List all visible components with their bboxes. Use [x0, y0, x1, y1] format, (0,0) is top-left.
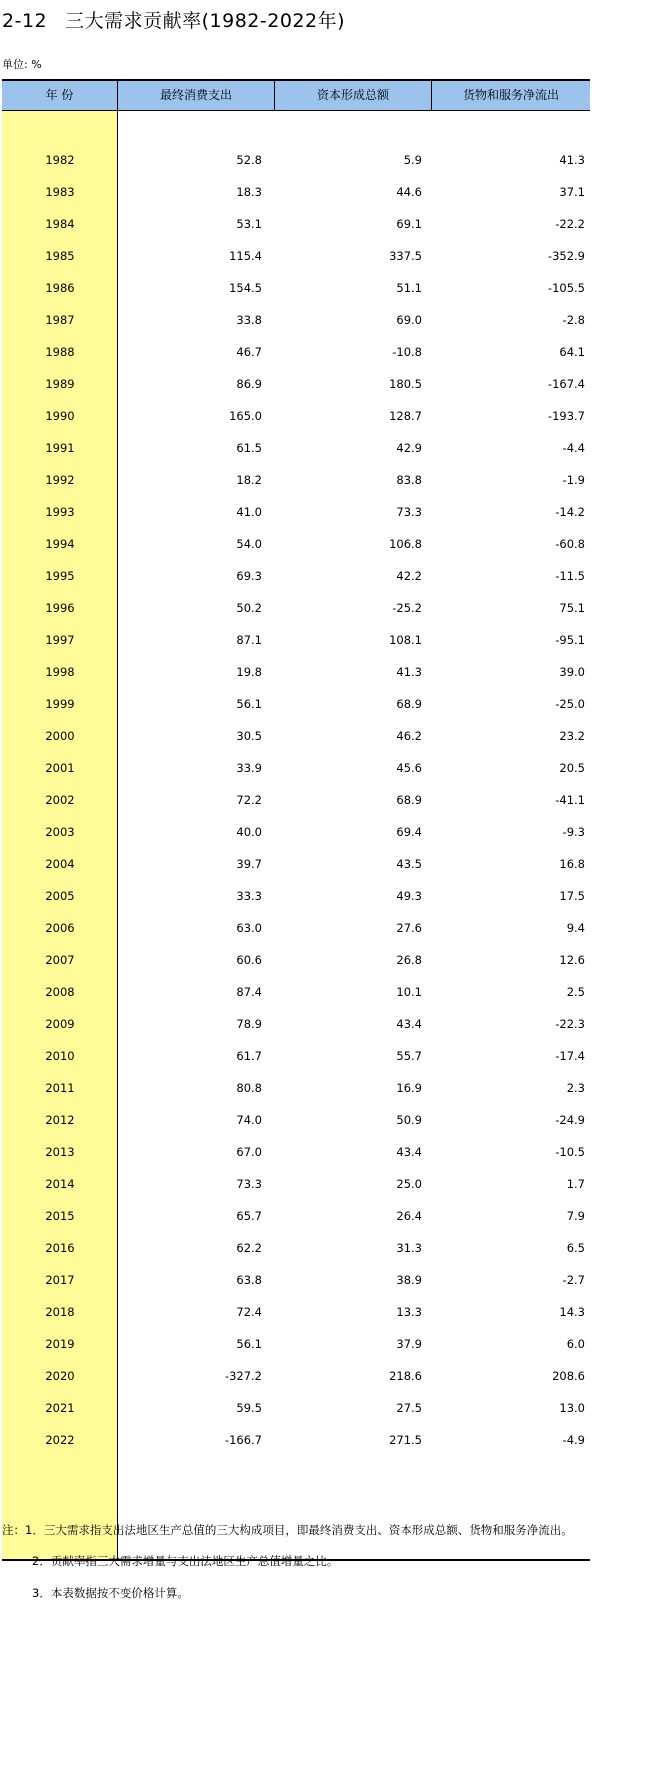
- year-cell: 1984: [45, 217, 75, 231]
- table-row: [2, 463, 590, 495]
- net-exports-cell: -22.3: [555, 1017, 585, 1031]
- consumption-cell: 74.0: [236, 1113, 262, 1127]
- year-cell: 1996: [45, 601, 75, 615]
- table-row: [2, 143, 590, 175]
- table-row: [2, 271, 590, 303]
- consumption-cell: 87.1: [236, 633, 262, 647]
- capital-cell: 13.3: [396, 1305, 422, 1319]
- capital-cell: 50.9: [396, 1113, 422, 1127]
- consumption-cell: 63.8: [236, 1273, 262, 1287]
- year-cell: 2020: [45, 1369, 75, 1383]
- year-cell: 1990: [45, 409, 75, 423]
- unit-label: 单位: %: [2, 58, 42, 71]
- year-cell: 1994: [45, 537, 75, 551]
- year-cell: 2006: [45, 921, 75, 935]
- net-exports-cell: -14.2: [555, 505, 585, 519]
- consumption-cell: -166.7: [224, 1433, 262, 1447]
- capital-cell: 68.9: [396, 793, 422, 807]
- consumption-cell: 19.8: [236, 665, 262, 679]
- year-cell: 2000: [45, 729, 75, 743]
- year-cell: 2012: [45, 1113, 75, 1127]
- consumption-cell: 115.4: [229, 249, 262, 263]
- consumption-cell: 69.3: [236, 569, 262, 583]
- table-row: [2, 719, 590, 751]
- table-row: [2, 175, 590, 207]
- year-cell: 1989: [45, 377, 75, 391]
- capital-cell: 27.6: [396, 921, 422, 935]
- table-row: [2, 1199, 590, 1231]
- note-1: 注：1．三大需求指支出法地区生产总值的三大构成项目，即最终消费支出、资本形成总额、货物和服务净流出。: [2, 1523, 573, 1537]
- capital-cell: 180.5: [389, 377, 422, 391]
- net-exports-cell: 1.7: [566, 1177, 585, 1191]
- table-row: [2, 335, 590, 367]
- consumption-cell: 61.5: [236, 441, 262, 455]
- capital-cell: 69.1: [396, 217, 422, 231]
- consumption-cell: 80.8: [236, 1081, 262, 1095]
- consumption-cell: 63.0: [236, 921, 262, 935]
- net-exports-cell: 208.6: [552, 1369, 585, 1383]
- header-year: 年 份: [2, 81, 118, 110]
- net-exports-cell: 64.1: [559, 345, 585, 359]
- table-row: [2, 367, 590, 399]
- net-exports-cell: 13.0: [559, 1401, 585, 1415]
- capital-cell: 271.5: [389, 1433, 422, 1447]
- year-cell: 1985: [45, 249, 75, 263]
- year-cell: 1998: [45, 665, 75, 679]
- table-row: [2, 591, 590, 623]
- table-row: [2, 239, 590, 271]
- capital-cell: 26.8: [396, 953, 422, 967]
- capital-cell: 38.9: [396, 1273, 422, 1287]
- consumption-cell: 72.4: [236, 1305, 262, 1319]
- table-row: [2, 1423, 590, 1455]
- header-net-exports: 货物和服务净流出: [462, 88, 559, 102]
- capital-cell: -25.2: [392, 601, 422, 615]
- net-exports-cell: -4.4: [562, 441, 585, 455]
- note-3: 3．本表数据按不变价格计算。: [32, 1586, 189, 1600]
- net-exports-cell: 17.5: [559, 889, 585, 903]
- table-row: [2, 1231, 590, 1263]
- net-exports-cell: 2.3: [566, 1081, 585, 1095]
- capital-cell: 68.9: [396, 697, 422, 711]
- capital-cell: 106.8: [389, 537, 422, 551]
- capital-cell: 49.3: [396, 889, 422, 903]
- consumption-cell: 62.2: [236, 1241, 262, 1255]
- consumption-cell: 73.3: [236, 1177, 262, 1191]
- table-row: [2, 1135, 590, 1167]
- table-row: [2, 879, 590, 911]
- year-cell: 1987: [45, 313, 75, 327]
- consumption-cell: 33.9: [236, 761, 262, 775]
- net-exports-cell: 12.6: [559, 953, 585, 967]
- net-exports-cell: -193.7: [547, 409, 585, 423]
- net-exports-cell: 75.1: [559, 601, 585, 615]
- table-row: [2, 847, 590, 879]
- table-row: [2, 975, 590, 1007]
- consumption-cell: 165.0: [229, 409, 262, 423]
- net-exports-cell: -60.8: [555, 537, 585, 551]
- table-row: [2, 1167, 590, 1199]
- consumption-cell: 39.7: [236, 857, 262, 871]
- net-exports-cell: 37.1: [559, 185, 585, 199]
- table-row: [2, 1327, 590, 1359]
- table-row: [2, 911, 590, 943]
- consumption-cell: 30.5: [236, 729, 262, 743]
- net-exports-cell: -17.4: [555, 1049, 585, 1063]
- capital-cell: 69.0: [396, 313, 422, 327]
- year-cell: 1982: [45, 153, 75, 167]
- table-row: [2, 751, 590, 783]
- year-cell: 1992: [45, 473, 75, 487]
- capital-cell: 16.9: [396, 1081, 422, 1095]
- year-cell: 2019: [45, 1337, 75, 1351]
- net-exports-cell: 7.9: [566, 1209, 585, 1223]
- consumption-cell: 50.2: [236, 601, 262, 615]
- capital-cell: 43.4: [396, 1017, 422, 1031]
- year-cell: 2018: [45, 1305, 75, 1319]
- year-cell: 1993: [45, 505, 75, 519]
- table-row: [2, 687, 590, 719]
- net-exports-cell: 16.8: [559, 857, 585, 871]
- capital-cell: 43.5: [396, 857, 422, 871]
- consumption-cell: 65.7: [236, 1209, 262, 1223]
- capital-cell: 26.4: [396, 1209, 422, 1223]
- consumption-cell: 46.7: [236, 345, 262, 359]
- capital-cell: 25.0: [396, 1177, 422, 1191]
- consumption-cell: 52.8: [236, 153, 262, 167]
- net-exports-cell: -41.1: [555, 793, 585, 807]
- net-exports-cell: 6.0: [566, 1337, 585, 1351]
- table-row: [2, 495, 590, 527]
- table-body: [2, 111, 590, 1455]
- capital-cell: 45.6: [396, 761, 422, 775]
- net-exports-cell: -167.4: [547, 377, 585, 391]
- net-exports-cell: -1.9: [562, 473, 585, 487]
- table-row: [2, 815, 590, 847]
- capital-cell: 44.6: [396, 185, 422, 199]
- net-exports-cell: -105.5: [547, 281, 585, 295]
- year-cell: 2009: [45, 1017, 75, 1031]
- net-exports-cell: -2.7: [562, 1273, 585, 1287]
- table-row: [2, 399, 590, 431]
- net-exports-cell: 41.3: [559, 153, 585, 167]
- header-capital: 资本形成总额: [275, 81, 432, 110]
- table-row: [2, 1071, 590, 1103]
- year-cell: 2021: [45, 1401, 75, 1415]
- consumption-cell: 154.5: [229, 281, 262, 295]
- table-row: [2, 527, 590, 559]
- capital-cell: 218.6: [389, 1369, 422, 1383]
- consumption-cell: 59.5: [236, 1401, 262, 1415]
- capital-cell: 42.9: [396, 441, 422, 455]
- table-header: [2, 81, 590, 111]
- capital-cell: 41.3: [396, 665, 422, 679]
- table-row: [2, 783, 590, 815]
- table-row: [2, 1007, 590, 1039]
- year-cell: 1983: [45, 185, 75, 199]
- net-exports-cell: 2.5: [566, 985, 585, 999]
- net-exports-cell: -10.5: [555, 1145, 585, 1159]
- net-exports-cell: -11.5: [555, 569, 585, 583]
- consumption-cell: 67.0: [236, 1145, 262, 1159]
- capital-cell: 10.1: [396, 985, 422, 999]
- year-cell: 2011: [45, 1081, 75, 1095]
- capital-cell: 5.9: [403, 153, 422, 167]
- table-row: [2, 1391, 590, 1423]
- year-cell: 1988: [45, 345, 75, 359]
- year-cell: 2004: [45, 857, 75, 871]
- table-row: [2, 1263, 590, 1295]
- year-cell: 2001: [45, 761, 75, 775]
- year-cell: 2005: [45, 889, 75, 903]
- header-consumption: 最终消费支出: [118, 81, 275, 110]
- capital-cell: 337.5: [389, 249, 422, 263]
- capital-cell: -10.8: [392, 345, 422, 359]
- table-row: [2, 303, 590, 335]
- capital-cell: 31.3: [396, 1241, 422, 1255]
- note-2: 2．贡献率指三大需求增量与支出法地区生产总值增量之比。: [32, 1554, 339, 1568]
- capital-cell: 42.2: [396, 569, 422, 583]
- net-exports-cell: 20.5: [559, 761, 585, 775]
- net-exports-cell: -9.3: [562, 825, 585, 839]
- net-exports-cell: -25.0: [555, 697, 585, 711]
- capital-cell: 55.7: [396, 1049, 422, 1063]
- capital-cell: 128.7: [389, 409, 422, 423]
- capital-cell: 37.9: [396, 1337, 422, 1351]
- year-cell: 2008: [45, 985, 75, 999]
- capital-cell: 46.2: [396, 729, 422, 743]
- table-row: [2, 431, 590, 463]
- year-cell: 2017: [45, 1273, 75, 1287]
- consumption-cell: 87.4: [236, 985, 262, 999]
- capital-cell: 108.1: [389, 633, 422, 647]
- table-row: [2, 207, 590, 239]
- table-row: [2, 655, 590, 687]
- net-exports-cell: 14.3: [559, 1305, 585, 1319]
- table-row: [2, 559, 590, 591]
- table-row: [2, 1359, 590, 1391]
- consumption-cell: 18.3: [236, 185, 262, 199]
- capital-cell: 73.3: [396, 505, 422, 519]
- consumption-cell: -327.2: [224, 1369, 262, 1383]
- consumption-cell: 33.3: [236, 889, 262, 903]
- consumption-cell: 33.8: [236, 313, 262, 327]
- consumption-cell: 56.1: [236, 697, 262, 711]
- consumption-cell: 40.0: [236, 825, 262, 839]
- table-row: [2, 943, 590, 975]
- year-cell: 2014: [45, 1177, 75, 1191]
- consumption-cell: 53.1: [236, 217, 262, 231]
- capital-cell: 27.5: [396, 1401, 422, 1415]
- net-exports-cell: -352.9: [547, 249, 585, 263]
- consumption-cell: 60.6: [236, 953, 262, 967]
- page-title: [2, 6, 345, 33]
- consumption-cell: 18.2: [236, 473, 262, 487]
- year-cell: 2010: [45, 1049, 75, 1063]
- capital-cell: 51.1: [396, 281, 422, 295]
- year-cell: 1995: [45, 569, 75, 583]
- year-cell: 2013: [45, 1145, 75, 1159]
- year-cell: 1986: [45, 281, 75, 295]
- net-exports-cell: 23.2: [559, 729, 585, 743]
- net-exports-cell: -4.9: [562, 1433, 585, 1447]
- net-exports-cell: -22.2: [555, 217, 585, 231]
- consumption-cell: 54.0: [236, 537, 262, 551]
- consumption-cell: 61.7: [236, 1049, 262, 1063]
- year-cell: 2002: [45, 793, 75, 807]
- year-cell: 2003: [45, 825, 75, 839]
- net-exports-cell: -2.8: [562, 313, 585, 327]
- consumption-cell: 86.9: [236, 377, 262, 391]
- consumption-cell: 78.9: [236, 1017, 262, 1031]
- year-cell: 2007: [45, 953, 75, 967]
- year-cell: 2015: [45, 1209, 75, 1223]
- year-cell: 2016: [45, 1241, 75, 1255]
- net-exports-cell: 9.4: [566, 921, 585, 935]
- net-exports-cell: -95.1: [555, 633, 585, 647]
- table-number: 2-12: [2, 10, 48, 32]
- table-row: [2, 1103, 590, 1135]
- table-title: 三大需求贡献率(1982-2022年): [65, 10, 346, 32]
- table-row: [2, 1039, 590, 1071]
- table-row: [2, 1295, 590, 1327]
- year-cell: 2022: [45, 1433, 75, 1447]
- net-exports-cell: 39.0: [559, 665, 585, 679]
- year-cell: 1991: [45, 441, 75, 455]
- table-row: [2, 623, 590, 655]
- year-cell: 1997: [45, 633, 75, 647]
- net-exports-cell: -24.9: [555, 1113, 585, 1127]
- net-exports-cell: 6.5: [566, 1241, 585, 1255]
- year-cell: 1999: [45, 697, 75, 711]
- consumption-cell: 72.2: [236, 793, 262, 807]
- capital-cell: 83.8: [396, 473, 422, 487]
- consumption-cell: 41.0: [236, 505, 262, 519]
- consumption-cell: 56.1: [236, 1337, 262, 1351]
- capital-cell: 43.4: [396, 1145, 422, 1159]
- capital-cell: 69.4: [396, 825, 422, 839]
